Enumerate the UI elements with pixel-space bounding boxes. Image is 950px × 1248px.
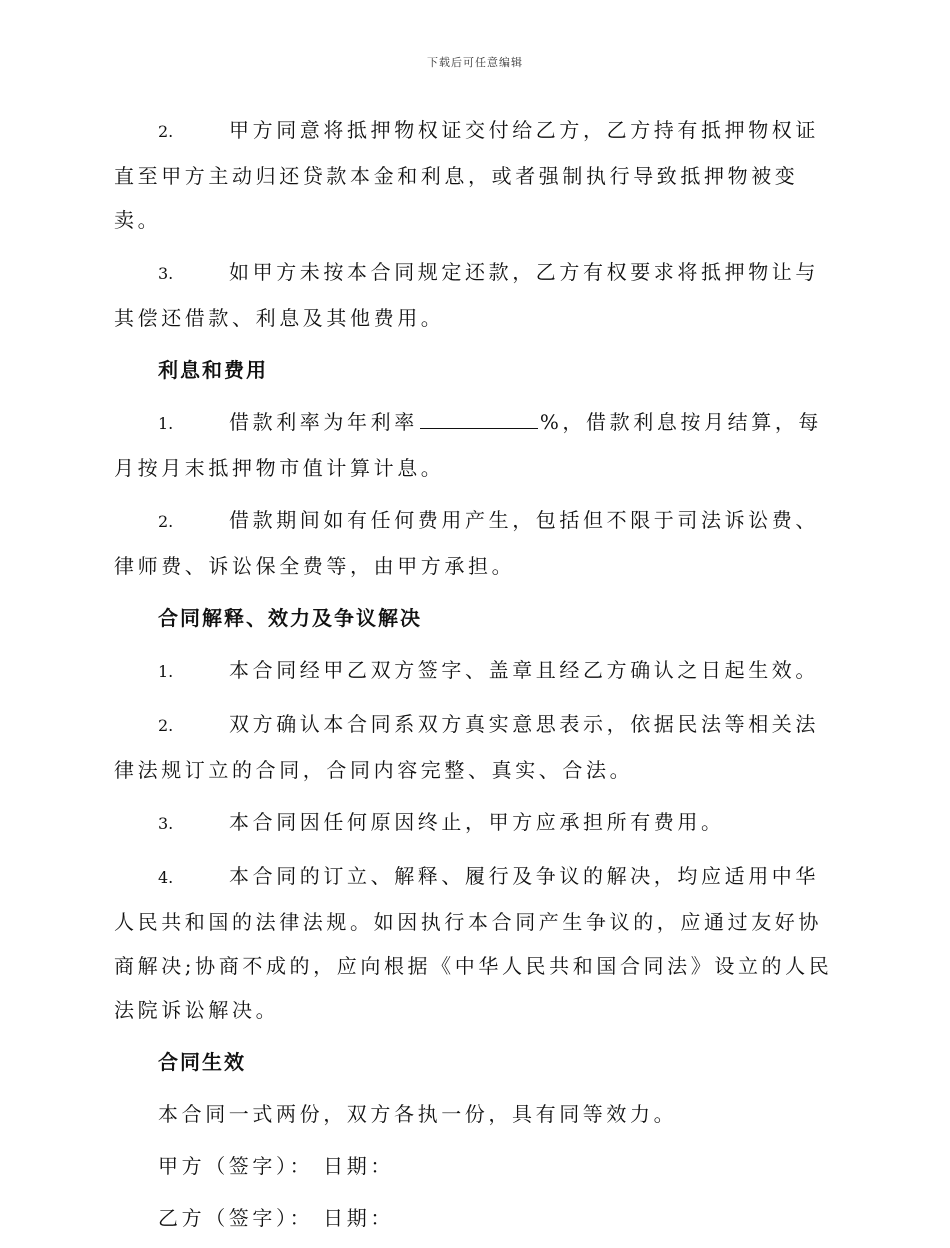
clause-number: 1.: [158, 414, 174, 433]
clause-number: 4.: [158, 868, 174, 887]
clause-text-part-a: 借款利率为年利率: [229, 410, 418, 434]
party-b-signature-line: 乙方（签字）： 日期：: [158, 1206, 394, 1230]
document-body: [114, 108, 836, 1248]
clause-s4-p1: 本合同一式两份，双方各执一份，具有同等效力。: [158, 1102, 678, 1126]
clause-text: 本合同的订立、解释、履行及争议的解决，均应适用中华人民共和国的法律法规。如因执行本合同产生争议的，应通过友好协商解决;协商不成的，应向根据《中华人民共和国合同法》设立的人民法院诉讼解决。: [114, 864, 833, 1022]
section-title-effect: 合同生效: [158, 1050, 246, 1074]
clause-number: 1.: [158, 662, 174, 681]
clause-s1-p2: [114, 108, 836, 242]
clause-number: 2.: [158, 512, 174, 531]
clause-number: 2.: [158, 122, 174, 141]
clause-s3-p1: [114, 648, 836, 694]
clause-s2-p1: [114, 400, 836, 490]
clause-number: 3.: [158, 814, 174, 833]
clause-s3-p3: [114, 800, 836, 846]
clause-s3-p4: [114, 854, 836, 1032]
interest-rate-blank: [420, 410, 538, 429]
clause-text: 双方确认本合同系双方真实意思表示，依据民法等相关法律法规订立的合同，合同内容完整、真实、合法。: [114, 712, 819, 782]
clause-text: 如甲方未按本合同规定还款，乙方有权要求将抵押物让与其偿还借款、利息及其他费用。: [114, 260, 819, 330]
clause-s2-p2: [114, 498, 836, 588]
section-title-interpretation: 合同解释、效力及争议解决: [158, 606, 422, 630]
clause-text: 本合同经甲乙双方签字、盖章且经乙方确认之日起生效。: [229, 658, 819, 682]
clause-text: 本合同因任何原因终止，甲方应承担所有费用。: [229, 810, 725, 834]
party-a-signature-line: 甲方（签字）： 日期：: [158, 1154, 394, 1178]
clause-text-part-b: %，借款利息按月结算，每月按月末抵押物市值计算计息。: [114, 410, 823, 480]
clause-s1-p3: [114, 250, 836, 340]
clause-number: 2.: [158, 716, 174, 735]
section-title-interest: 利息和费用: [158, 358, 268, 382]
clause-text: 甲方同意将抵押物权证交付给乙方，乙方持有抵押物权证直至甲方主动归还贷款本金和利息，或者强制执行导致抵押物被变卖。: [114, 118, 819, 232]
clause-number: 3.: [158, 264, 174, 283]
page-header: 下载后可任意编辑: [427, 56, 523, 69]
clause-s3-p2: [114, 702, 836, 792]
clause-text: 借款期间如有任何费用产生，包括但不限于司法诉讼费、律师费、诉讼保全费等，由甲方承担。: [114, 508, 819, 578]
